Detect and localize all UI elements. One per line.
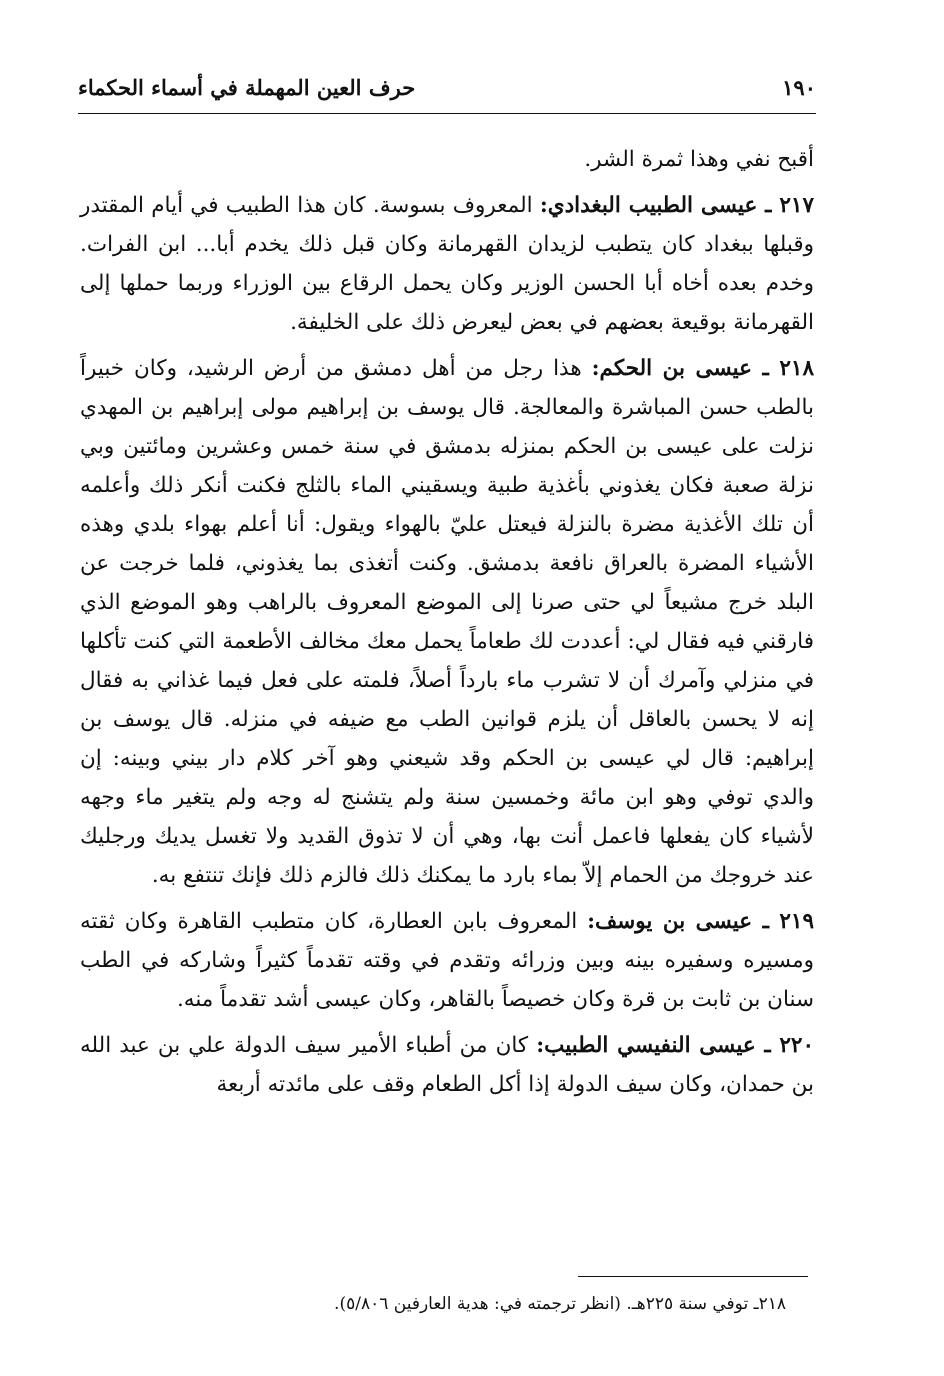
entry-heading: ٢١٨ ـ عيسى بن الحكم:	[591, 356, 814, 381]
page-body	[80, 140, 814, 1111]
entry-heading: ٢٢٠ ـ عيسى النفيسي الطبيب:	[536, 1033, 814, 1058]
entry-218	[80, 349, 814, 895]
footnote: ٢١٨ـ توفي سنة ٢٢٥هـ. (انظر ترجمته في: هدية العارفين ٥/٨٠٦).	[334, 1294, 786, 1314]
paragraph-text: هذا رجل من أهل دمشق من أرض الرشيد، وكان خبيراً بالطب حسن المباشرة والمعالجة. قال يوسف بن إبراهيم مولى إبراهيم بن المهدي نزلت على عيسى بن الحكم بمنزله بدمشق في سنة خمس وعشرين ومائتين وبي نزلة صعبة فكان يغذوني بأغذية طبية ويسقيني الماء بالثلج فكنت أنكر ذلك وأعلمه أن تلك الأغذية مضرة بالنزلة فيعتل عليّ بالهواء ويقول: أنا أعلم بهواء بلدي وهذه الأشياء المضرة بالعراق نافعة بدمشق. وكنت أتغذى بما يغذوني، فلما خرجت عن البلد خرج مشيعاً لي حتى صرنا إلى الموضع المعروف بالراهب وهو الموضع الذي فارقني فيه فقال لي: أعددت لك طعاماً يحمل معك مخالف الأطعمة التي كنت تأكلها في منزلي وآمرك أن لا تشرب ماء بارداً أصلاً، فلمته على فعل فيما غذاني به فقال إنه لا يحسن بالعاقل أن يلزم قوانين الطب مع ضيفه في منزله. قال يوسف بن إبراهيم: قال لي عيسى بن الحكم وقد شيعني وهو آخر كلام دار بيني وبينه: إن والدي توفي وهو ابن مائة وخمسين سنة ولم يتشنج له وجه ولم يتغير ماء وجهه لأشياء كان يفعلها فاعمل أنت بها، وهي أن لا تذوق القديد ولا تغسل يديك ورجليك عند خروجك من الحمام إلاّ بماء بارد ما يمكنك ذلك فالزم ذلك فإنك تنتفع به.	[80, 356, 814, 888]
entry-219	[80, 902, 814, 1019]
entry-217	[80, 186, 814, 342]
entry-220	[80, 1026, 814, 1104]
paragraph-text: المعروف بسوسة. كان هذا الطبيب في أيام المقتدر وقبلها ببغداد كان يتطبب لزيدان القهرمانة وكان قبل ذلك يخدم أبا... ابن الفرات. وخدم بعده أخاه أبا الحسن الوزير وكان يحمل الرقاع بين الوزراء وربما حملها إلى القهرمانة بوقيعة بعضهم في بعض ليعرض ذلك على الخليفة.	[80, 193, 814, 335]
entry-heading: ٢١٧ ـ عيسى الطبيب البغدادي:	[539, 193, 815, 218]
header-divider	[78, 113, 816, 114]
running-title: حرف العين المهملة في أسماء الحكماء	[78, 74, 416, 100]
entry-heading: ٢١٩ ـ عيسى بن يوسف:	[587, 909, 814, 934]
paragraph-text: المعروف بابن العطارة، كان متطبب القاهرة وكان ثقته ومسيره وسفيره بينه وبين وزرائه وتقدم في وقته تقدماً كثيراً وشاركه في الطب سنان بن ثابت بن قرة وكان خصيصاً بالقاهر، وكان عيسى أشد تقدماً منه.	[80, 909, 814, 1012]
page-number: ١٩٠	[782, 74, 816, 100]
page-header	[78, 66, 816, 108]
footnote-divider	[578, 1276, 808, 1277]
paragraph-text: كان من أطباء الأمير سيف الدولة علي بن عبد الله بن حمدان، وكان سيف الدولة إذا أكل الطعام وقف على مائدته أربعة	[80, 1033, 814, 1097]
paragraph-continuation	[80, 140, 814, 179]
paragraph-text: أقبح نفي وهذا ثمرة الشر.	[584, 147, 814, 172]
